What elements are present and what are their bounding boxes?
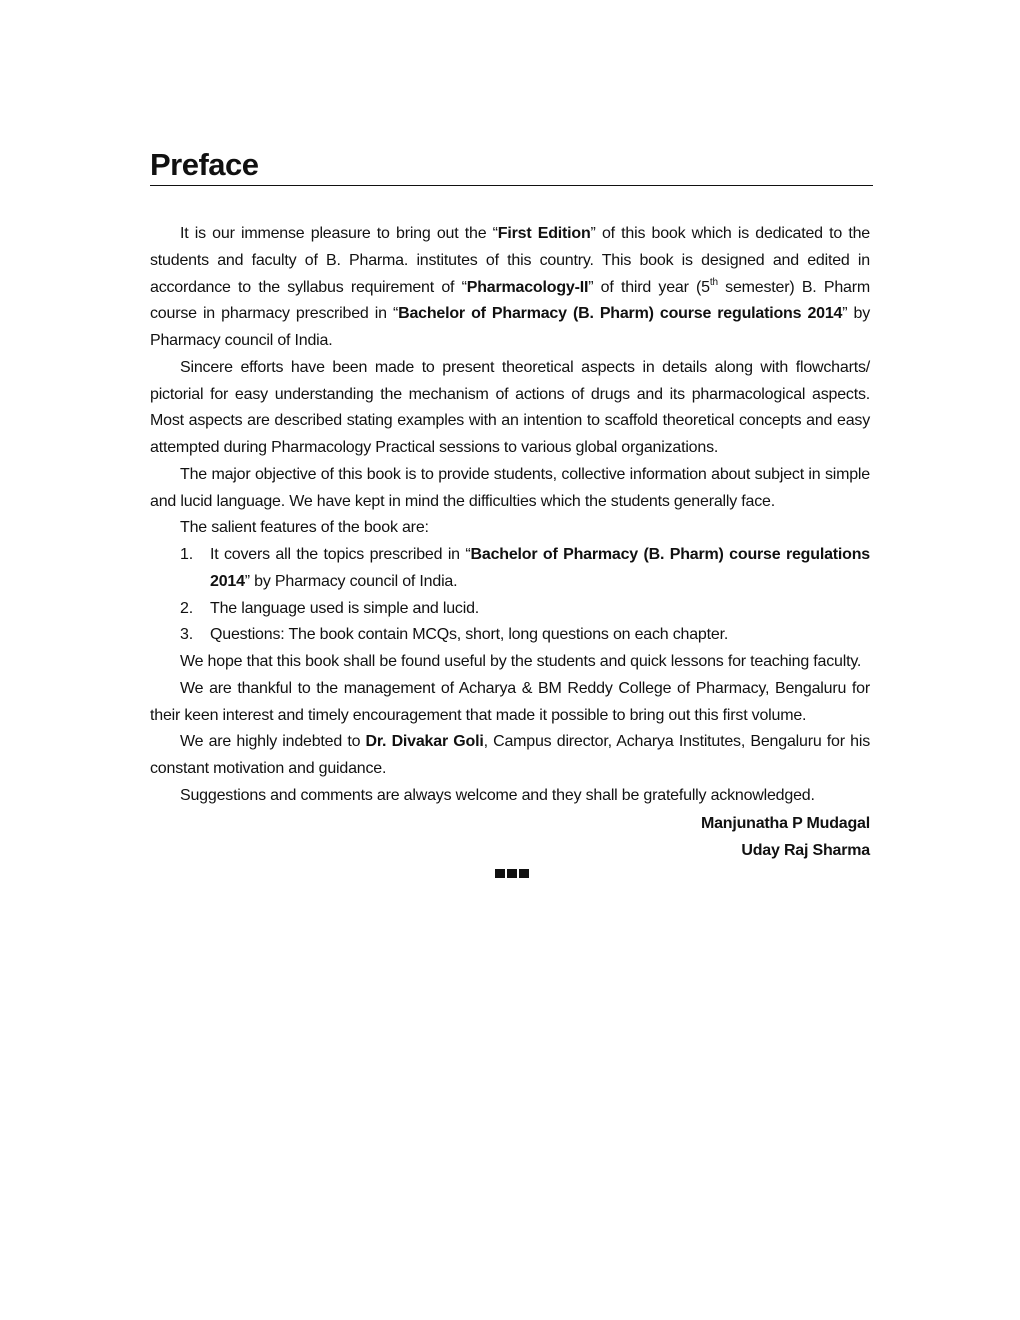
end-square-icon <box>519 869 529 878</box>
text-run: It is our immense pleasure to bring out the “ <box>180 225 498 242</box>
features-list <box>150 542 870 649</box>
preface-body <box>150 221 870 878</box>
feature-list-item <box>180 622 870 649</box>
title-underline-divider <box>150 185 873 186</box>
features-intro: The salient features of the book are: <box>180 519 429 537</box>
text-run: It covers all the topics prescribed in “ <box>210 546 471 563</box>
bold-text: Dr. Divakar Goli <box>365 733 484 751</box>
paragraph <box>150 729 870 783</box>
paragraph <box>150 783 870 810</box>
paragraph <box>150 355 870 462</box>
bold-text: Bachelor of Pharmacy (B. Pharm) course regulations 2014 <box>210 546 870 590</box>
end-square-icon <box>495 869 505 878</box>
text-run: Sincere efforts have been made to present theoretical aspects in details along with flowcharts/ pictorial for easy understanding the mechanism of actions of drugs and its pharmacological aspects. Most aspects are described stating examples with an intention to scaffold theoretical concepts and easy attempted during Pharmacology Practical sessions to various global organizations. <box>150 358 870 456</box>
list-number: 2. <box>180 599 193 617</box>
text-run: semester) B. Pharm course in pharmacy prescribed in “ <box>150 278 870 323</box>
bold-text: Pharmacology-II <box>466 278 589 296</box>
bold-text: Bachelor of Pharmacy (B. Pharm) course regulations 2014 <box>398 305 843 323</box>
text-run: We are highly indebted to <box>180 733 366 751</box>
superscript-text: th <box>709 276 718 288</box>
intro-paragraphs <box>150 221 870 515</box>
author-name-1: Manjunatha P Mudagal <box>700 814 870 832</box>
paragraph <box>150 221 870 355</box>
text-run: We are thankful to the management of Acharya & BM Reddy College of Pharmacy, Bengaluru for their keen interest and timely encouragement that made it possible to bring out this first volume. <box>150 679 870 724</box>
paragraph <box>150 676 870 730</box>
list-text <box>210 542 870 596</box>
paragraph <box>150 649 870 676</box>
preface-page <box>150 146 870 878</box>
text-run: ” of third year (5 <box>588 278 710 296</box>
paragraph <box>150 462 870 516</box>
list-number: 3. <box>180 626 193 644</box>
text-run: ” by Pharmacy council of India. <box>150 305 871 349</box>
list-number: 1. <box>180 546 193 563</box>
end-square-icon <box>507 869 517 878</box>
bold-text: First Edition <box>497 225 591 242</box>
text-run: We hope that this book shall be found useful by the students and quick lessons for teaching faculty. <box>180 653 862 670</box>
text-run: Questions: The book contain MCQs, short, long questions on each chapter. <box>210 626 729 644</box>
text-run: The major objective of this book is to provide students, collective information about subject in simple and lucid language. We have kept in mind the difficulties which the students generally face. <box>150 465 870 510</box>
feature-list-item <box>180 596 870 623</box>
text-run: Suggestions and comments are always welcome and they shall be gratefully acknowledged. <box>180 786 815 804</box>
list-text <box>210 596 870 623</box>
end-of-section-marker-icon <box>154 869 870 878</box>
list-text <box>210 622 870 649</box>
text-run: The language used is simple and lucid. <box>210 599 480 617</box>
page-title: Preface <box>150 147 259 182</box>
text-run: ” of this book which is dedicated to the students and faculty of B. Pharma. institutes of this country. This book is designed and edited in accordance to the syllabus requirement of “ <box>150 225 870 296</box>
author-name-2: Uday Raj Sharma <box>741 842 870 859</box>
text-run: , Campus director, Acharya Institutes, Bengaluru for his constant motivation and guidance. <box>150 733 870 777</box>
closing-paragraphs <box>150 649 870 810</box>
text-run: ” by Pharmacy council of India. <box>244 572 458 590</box>
feature-list-item <box>180 542 870 596</box>
